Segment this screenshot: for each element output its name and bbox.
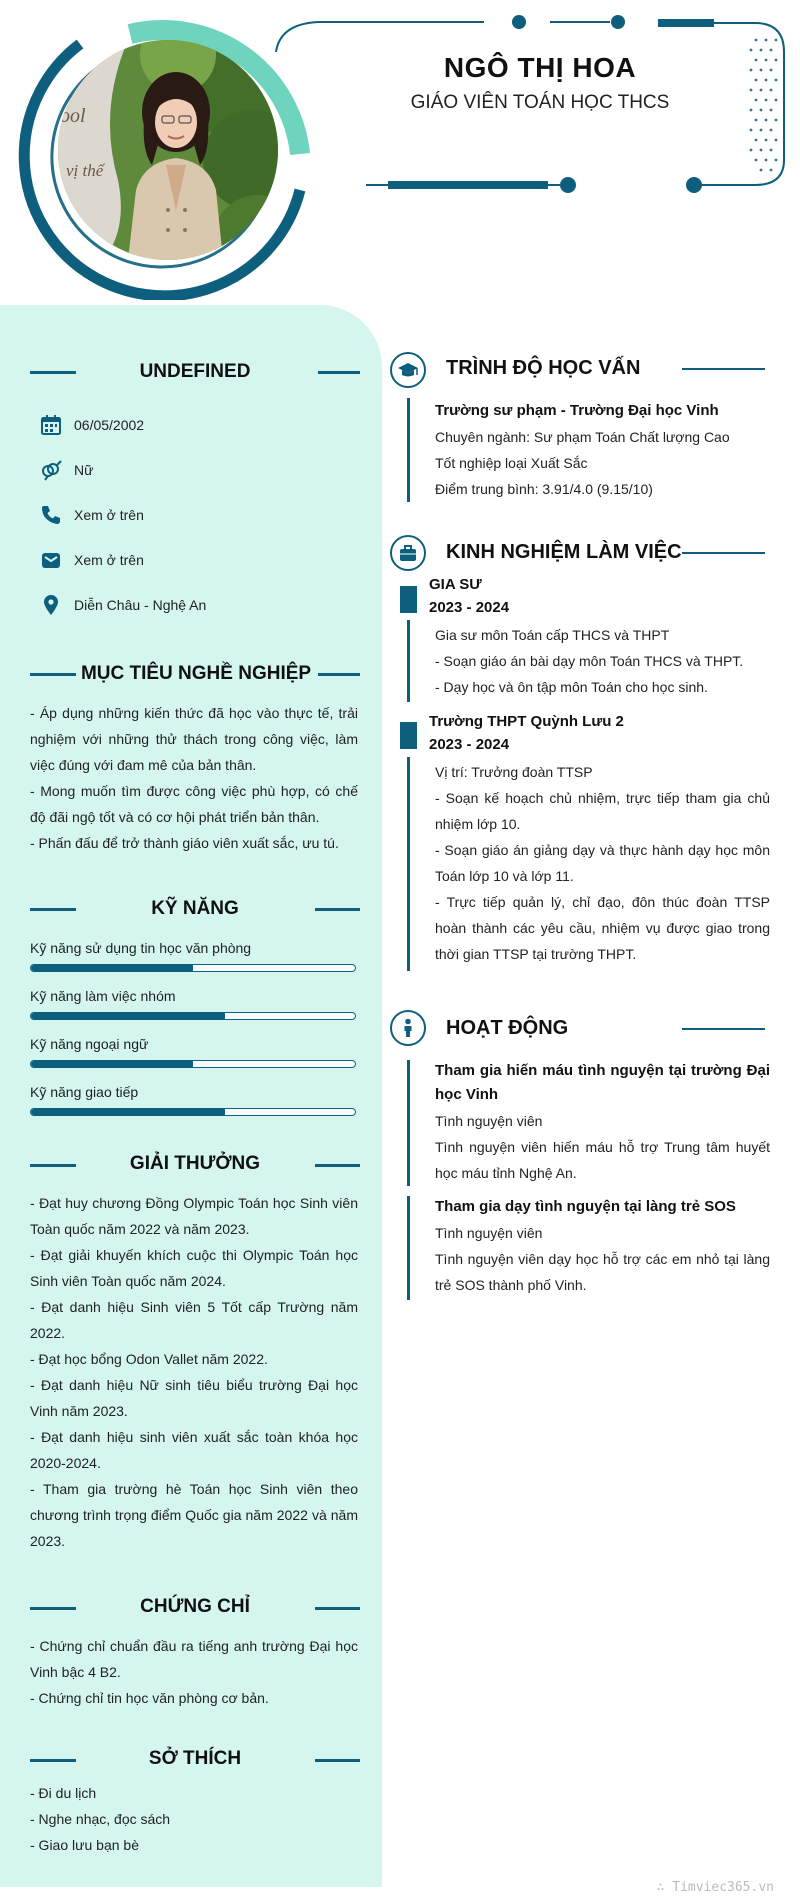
job-line: - Soạn kế hoạch chủ nhiệm, trực tiếp tham gia chủ nhiệm lớp 10. (435, 790, 770, 832)
personal-title: UNDEFINED (139, 361, 251, 382)
certificate-line: - Chứng chỉ tin học văn phòng cơ bản. (30, 1690, 269, 1706)
certificate-line: - Chứng chỉ chuẩn đầu ra tiếng anh trường Đại học Vinh bậc 4 B2. (30, 1638, 358, 1680)
education-title: TRÌNH ĐỘ HỌC VẤN (446, 357, 641, 379)
email-icon (40, 549, 62, 571)
section-divider-right (315, 908, 360, 911)
activity-description: Tình nguyện viên dạy học hỗ trợ các em nhỏ tại làng trẻ SOS thành phố Vinh. (435, 1251, 770, 1293)
education-line: Tốt nghiệp loại Xuất Sắc (435, 455, 588, 471)
job-line: - Soạn giáo án giảng dạy và thực hành dạy học môn Toán lớp 10 và lớp 11. (435, 842, 770, 884)
skill-bar-fill (31, 965, 193, 971)
gender-value: Nữ (74, 462, 94, 478)
skill-bar (30, 964, 356, 972)
bottom-dot-right (686, 177, 702, 193)
skill-name: Kỹ năng làm việc nhóm (30, 988, 176, 1004)
hobbies-text (30, 1780, 358, 1858)
skill-bar-fill (31, 1109, 225, 1115)
photo-wall-text-2: vị thế (66, 161, 104, 180)
timeline-bar (407, 757, 410, 971)
job-marker (400, 722, 417, 749)
activities-title: HOẠT ĐỘNG (446, 1017, 569, 1039)
section-divider-left (30, 908, 76, 911)
info-email (40, 548, 144, 572)
award-line: - Đạt huy chương Đồng Olympic Toán học Sinh viên Toàn quốc năm 2022 và năm 2023. (30, 1195, 358, 1237)
awards-title: GIẢI THƯỞNG (129, 1153, 261, 1174)
top-bar (658, 19, 714, 27)
location-value: Diễn Châu - Nghệ An (74, 597, 207, 613)
experience-icon-badge (390, 535, 426, 571)
graduation-cap-icon (397, 359, 419, 381)
job-period: 2023 - 2024 (429, 599, 510, 616)
activity-role: Tình nguyện viên (435, 1225, 543, 1241)
bottom-dot-left (560, 177, 576, 193)
section-divider-right (318, 673, 360, 676)
award-line: - Đạt giải khuyến khích cuộc thi Olympic Toán học Sinh viên Toàn quốc năm 2024. (30, 1247, 358, 1289)
award-line: - Đạt danh hiệu Nữ sinh tiêu biểu trường Đại học Vinh năm 2023. (30, 1377, 358, 1419)
skill-bar (30, 1012, 356, 1020)
top-dot-2 (611, 15, 625, 29)
job-marker (400, 586, 417, 613)
job-period: 2023 - 2024 (429, 736, 510, 753)
info-birthday (40, 413, 144, 437)
section-divider-left (30, 1607, 76, 1610)
watermark: ∴ Timviec365.vn (656, 1880, 774, 1895)
birthday-value: 06/05/2002 (74, 417, 145, 433)
skill-name: Kỹ năng ngoại ngữ (30, 1036, 149, 1052)
job-details (435, 759, 770, 967)
skill-name: Kỹ năng sử dụng tin học văn phòng (30, 940, 252, 956)
section-divider-left (30, 371, 76, 374)
job-company: GIA SƯ (429, 576, 482, 593)
top-hook-line (276, 22, 484, 52)
calendar-icon (40, 414, 62, 436)
skill-name: Kỹ năng giao tiếp (30, 1084, 139, 1100)
job-line: - Soạn giáo án bài dạy môn Toán THCS và THPT. (435, 653, 744, 669)
timeline-bar (407, 398, 410, 502)
certificates-title: CHỨNG CHỈ (140, 1596, 250, 1617)
skill-bar (30, 1108, 356, 1116)
education-icon-badge (390, 352, 426, 388)
experience-title: KINH NGHIỆM LÀM VIỆC (446, 541, 682, 563)
bottom-bar (388, 181, 548, 189)
activity-description: Tình nguyện viên hiến máu hỗ trợ Trung tâm huyết học máu tỉnh Nghệ An. (435, 1139, 770, 1181)
section-divider-left (30, 1759, 76, 1762)
timeline-bar (407, 1060, 410, 1186)
award-line: - Đạt học bổng Odon Vallet năm 2022. (30, 1351, 268, 1367)
info-location (40, 593, 206, 617)
timeline-bar (407, 1196, 410, 1300)
certificates-text (30, 1633, 358, 1711)
avatar-photo (58, 40, 278, 260)
section-divider-right (315, 1759, 360, 1762)
objective-text (30, 700, 358, 856)
section-divider-left (30, 1164, 76, 1167)
phone-value: Xem ở trên (74, 507, 144, 523)
skill-bar-fill (31, 1013, 225, 1019)
job-company: Trường THPT Quỳnh Lưu 2 (429, 713, 624, 730)
activity-name: Tham gia dạy tình nguyện tại làng trẻ SOS (435, 1198, 736, 1215)
job-line: - Dạy học và ôn tập môn Toán cho học sinh. (435, 679, 708, 695)
award-line: - Tham gia trường hè Toán học Sinh viên theo chương trình trọng điểm Quốc gia năm 2022 và năm 2023. (30, 1481, 358, 1549)
info-phone (40, 503, 144, 527)
skills-title: KỸ NĂNG (151, 898, 239, 919)
education-line: Điểm trung bình: 3.91/4.0 (9.15/10) (435, 481, 653, 497)
timeline-bar (407, 620, 410, 702)
skill-bar (30, 1060, 356, 1068)
avatar (58, 40, 278, 260)
gender-icon (40, 459, 62, 481)
phone-icon (40, 504, 62, 526)
section-divider-right (315, 1164, 360, 1167)
education-details (435, 424, 770, 502)
section-divider-right (318, 371, 360, 374)
location-icon (40, 594, 62, 616)
dot-pattern (750, 39, 778, 172)
photo-wall-text-1: ool (60, 105, 86, 127)
top-dot-1 (512, 15, 526, 29)
hobby-line: - Nghe nhạc, đọc sách (30, 1811, 171, 1827)
objective-line: - Mong muốn tìm được công việc phù hợp, có chế độ đãi ngộ tốt và có cơ hội phát triển bản thân. (30, 783, 358, 825)
section-divider-left (30, 673, 76, 676)
section-line (682, 1028, 765, 1030)
info-gender (40, 458, 93, 482)
hobby-line: - Đi du lịch (30, 1785, 97, 1801)
skill-bar-fill (31, 1061, 193, 1067)
awards-text (30, 1190, 358, 1554)
objective-line: - Áp dụng những kiến thức đã học vào thực tế, trải nghiệm với những thử thách trong công việc, làm việc đúng với đam mê của bản thân. (30, 705, 358, 773)
award-line: - Đạt danh hiệu Sinh viên 5 Tốt cấp Trường năm 2022. (30, 1299, 358, 1341)
job-line: Vị trí: Trưởng đoàn TTSP (435, 764, 593, 780)
hobby-line: - Giao lưu bạn bè (30, 1837, 139, 1853)
hobbies-title: SỞ THÍCH (148, 1748, 242, 1769)
education-line: Chuyên ngành: Sư phạm Toán Chất lượng Cao (435, 429, 730, 445)
activity-role: Tình nguyện viên (435, 1113, 543, 1129)
activity-name: Tham gia hiến máu tình nguyện tại trường Đại học Vinh (435, 1062, 770, 1103)
activity-details (435, 1108, 770, 1186)
award-line: - Đạt danh hiệu sinh viên xuất sắc toàn khóa học 2020-2024. (30, 1429, 358, 1471)
education-school: Trường sư phạm - Trường Đại học Vinh (435, 402, 719, 419)
objective-title: MỤC TIÊU NGHỀ NGHIỆP (80, 663, 312, 684)
email-value: Xem ở trên (74, 552, 144, 568)
activities-icon-badge (390, 1010, 426, 1046)
person-icon (397, 1017, 419, 1039)
objective-line: - Phấn đấu để trở thành giáo viên xuất sắc, ưu tú. (30, 835, 339, 851)
job-details (435, 622, 770, 700)
activity-details (435, 1220, 770, 1298)
section-line (682, 368, 765, 370)
section-line (682, 552, 765, 554)
job-line: - Trực tiếp quản lý, chỉ đạo, đôn thúc đoàn TTSP hoàn thành các yêu cầu, nhiệm vụ được giao trong thời gian TTSP tại trường THPT. (435, 894, 770, 962)
job-line: Gia sư môn Toán cấp THCS và THPT (435, 627, 670, 643)
briefcase-icon (397, 542, 419, 564)
section-divider-right (315, 1607, 360, 1610)
job-title: GIÁO VIÊN TOÁN HỌC THCS (410, 92, 670, 113)
candidate-name: NGÔ THỊ HOA (443, 52, 637, 83)
